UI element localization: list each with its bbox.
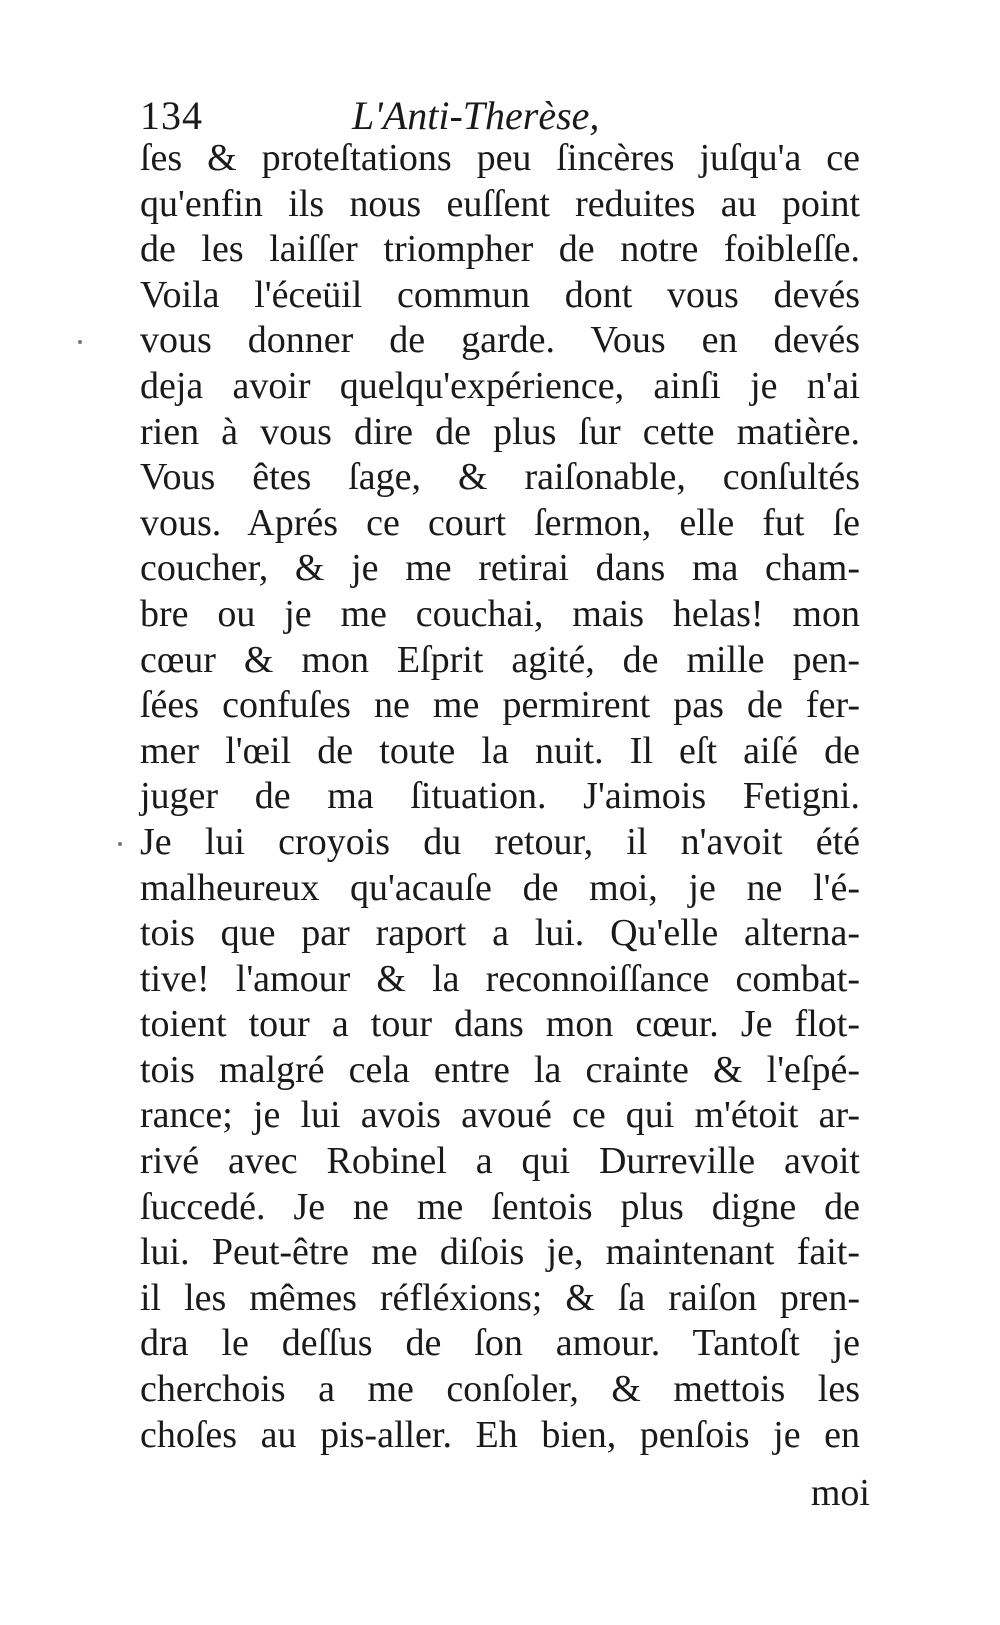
text-line: mer l'œil de toute la nuit. Il eſt aiſé de: [140, 729, 860, 772]
margin-speck: [78, 340, 82, 344]
text-line: juger de ma ſituation. J'aimois Fetigni.: [140, 775, 860, 818]
text-line: ſuccedé. Je ne me ſentois plus digne de: [140, 1185, 860, 1228]
text-line: toient tour a tour dans mon cœur. Je flot-: [140, 1003, 860, 1046]
text-line: Voila l'éceüil commun dont vous devés: [140, 273, 860, 316]
catchword: moi: [810, 1472, 870, 1514]
text-line: malheureux qu'acauſe de moi, je ne l'é-: [140, 866, 860, 909]
text-line: dra le deſſus de ſon amour. Tantoſt je: [140, 1322, 860, 1365]
text-line: ſées confuſes ne me permirent pas de fer-: [140, 684, 860, 727]
running-title: L'Anti-Therèse,: [352, 93, 600, 138]
text-line: cœur & mon Eſprit agité, de mille pen-: [140, 638, 860, 681]
text-line: rien à vous dire de plus ſur cette matière.: [140, 410, 860, 453]
text-line: de les laiſſer triompher de notre foibleſſe.: [140, 228, 860, 271]
text-line: rivé avec Robinel a qui Durreville avoit: [140, 1140, 860, 1183]
text-line: lui. Peut-être me diſois je, maintenant fait-: [140, 1231, 860, 1274]
text-line: il les mêmes réfléxions; & ſa raiſon pren-: [140, 1276, 860, 1319]
text-line: choſes au pis-aller. Eh bien, penſois je en: [140, 1413, 860, 1456]
text-line: vous donner de garde. Vous en devés: [140, 319, 860, 362]
text-line: vous. Aprés ce court ſermon, elle fut ſe: [140, 501, 860, 544]
text-line: cherchois a me conſoler, & mettois les: [140, 1368, 860, 1411]
text-line: tois malgré cela entre la crainte & l'eſpé-: [140, 1048, 860, 1091]
text-line: bre ou je me couchai, mais helas! mon: [140, 592, 860, 635]
text-line: ſes & proteſtations peu ſincères juſqu'a ce: [140, 137, 860, 179]
text-line: tois que par raport a lui. Qu'elle alterna-: [140, 912, 860, 955]
margin-speck: [118, 842, 122, 846]
text-line: tive! l'amour & la reconnoiſſance combat-: [140, 957, 860, 1000]
text-line: coucher, & je me retirai dans ma cham-: [140, 547, 860, 590]
body-text: [140, 136, 860, 1458]
page-number: 134: [140, 93, 203, 138]
text-line: Vous êtes ſage, & raiſonable, conſultés: [140, 456, 860, 499]
text-line: Je lui croyois du retour, il n'avoit été: [140, 820, 860, 863]
text-line: rance; je lui avois avoué ce qui m'étoit ar-: [140, 1094, 860, 1137]
text-line: deja avoir quelqu'expérience, ainſi je n'ai: [140, 364, 860, 407]
text-line: qu'enfin ils nous euſſent reduites au point: [140, 182, 860, 225]
